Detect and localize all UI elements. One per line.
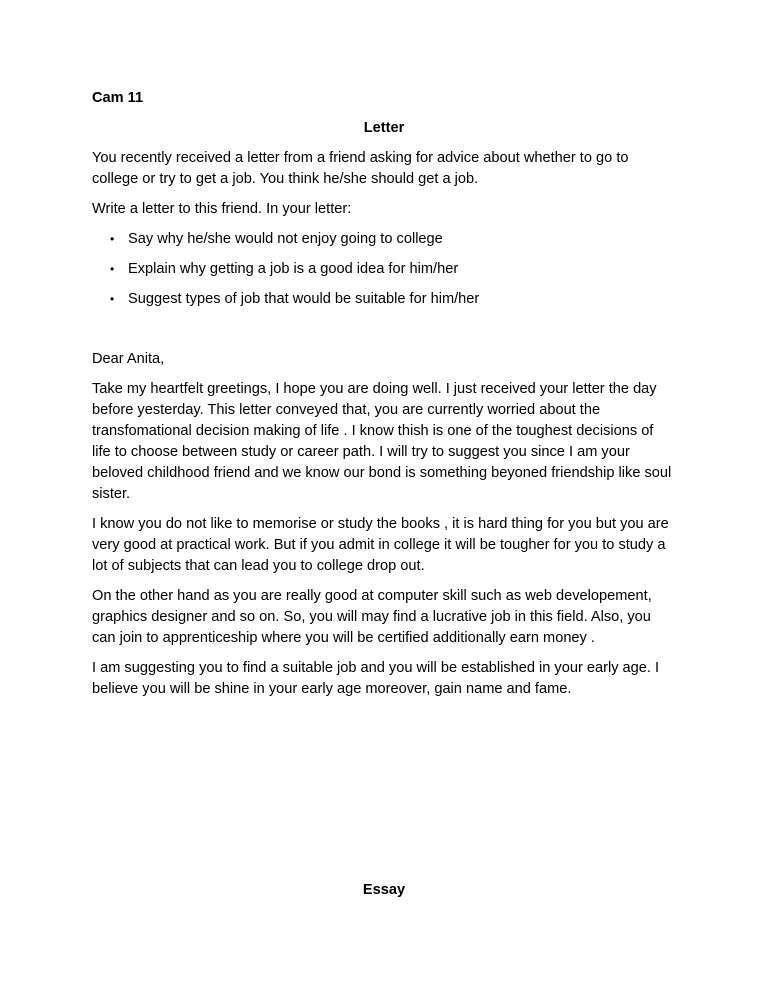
bullet-text: Say why he/she would not enjoy going to college [128, 231, 443, 247]
doc-header: Cam 11 [92, 90, 144, 106]
essay-section-title: Essay [362, 882, 406, 898]
prompt-bullet-list [92, 229, 676, 310]
letter-paragraph: I am suggesting you to find a suitable job and you will be established in your early age. I believe you will be shine in your early age moreover, gain name and fame. [92, 660, 660, 697]
letter-paragraph: Take my heartfelt greetings, I hope you are doing well. I just received your letter the day before yesterday. This letter conveyed that, you are currently worried about the transfomational decision making of life . I know thish is one of the toughest decisions of life to choose between study or career path. I will try to suggest you since I am your beloved childhood friend and we know our bond is something beyoned friendship like soul sister. [92, 381, 672, 502]
letter-paragraph: I know you do not like to memorise or study the books , it is hard thing for you but you are very good at practical work. But if you admit in college it will be tougher for you to study a lot of subjects that can lead you to college drop out. [92, 516, 669, 574]
letter-salutation: Dear Anita, [92, 351, 165, 367]
prompt-instruction: Write a letter to this friend. In your letter: [92, 201, 352, 217]
bullet-icon: • [110, 262, 115, 276]
bullet-icon: • [110, 232, 115, 246]
list-item [92, 259, 676, 280]
bullet-text: Suggest types of job that would be suitable for him/her [128, 291, 480, 307]
list-item [92, 229, 676, 250]
bullet-icon: • [110, 292, 115, 306]
prompt-intro: You recently received a letter from a friend asking for advice about whether to go to college or try to get a job. You think he/she should get a job. [92, 150, 629, 187]
list-item [92, 289, 676, 310]
bullet-text: Explain why getting a job is a good idea for him/her [128, 261, 459, 277]
letter-section-title: Letter [363, 120, 405, 136]
letter-paragraph: On the other hand as you are really good at computer skill such as web developement, graphics designer and so on. So, you will may find a lucrative job in this field. Also, you can join to apprenticeship where you will be certified additionally earn money . [92, 588, 652, 646]
